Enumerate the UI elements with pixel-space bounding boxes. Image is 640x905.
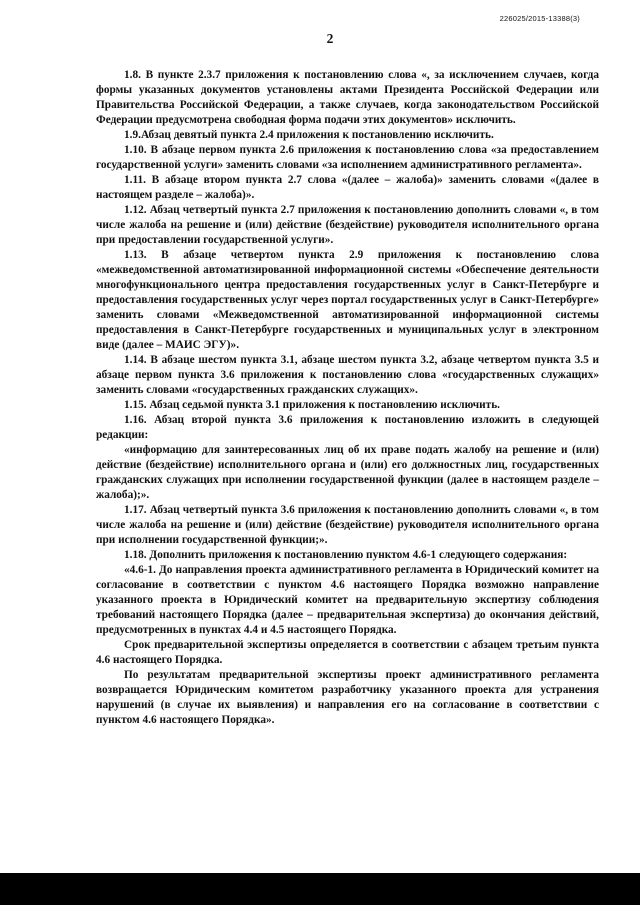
page-number: 2 xyxy=(326,31,334,46)
paragraph-1-18: 1.18. Дополнить приложения к постановлению пунктом 4.6-1 следующего содержания: xyxy=(124,549,568,561)
paragraph-1-11: 1.11. В абзаце втором пункта 2.7 слова «(далее – жалоба)» заменить словами «(далее в настоящем разделе – жалоба)». xyxy=(96,174,599,201)
paragraph-expertise-results: По результатам предварительной экспертизы проект административного регламента возвращается Юридическим комитетом разработчику указанного проекта для устранения нарушений (в случае их выявления) и направления его на согласование в соответствии с пунктом 4.6 настоящего Порядка». xyxy=(96,669,599,726)
scan-border-bar xyxy=(0,873,640,905)
paragraph-1-12: 1.12. Абзац четвертый пункта 2.7 приложения к постановлению дополнить словами «, в том числе жалоба на решение и (или) действие (бездействие) руководителя исполнительного органа при предоставлении государственной услуги». xyxy=(96,204,599,246)
paragraph-1-15: 1.15. Абзац седьмой пункта 3.1 приложения к постановлению исключить. xyxy=(124,399,500,411)
document-body xyxy=(96,68,599,728)
paragraph-expertise-term: Срок предварительной экспертизы определяется в соответствии с абзацем третьим пункта 4.6 настоящего Порядка. xyxy=(96,639,599,666)
paragraph-quote-information: «информацию для заинтересованных лиц об их праве подать жалобу на решение и (или) действие (бездействие) исполнительного органа и (или) его должностных лиц, государственных гражданских служащих при исполнении государственной функции (далее в настоящем разделе – жалоба);». xyxy=(96,444,599,501)
document-id: 226025/2015-13388(3) xyxy=(499,14,580,23)
paragraph-4-6-1: «4.6-1. До направления проекта административного регламента в Юридический комитет на согласование в соответствии с пунктом 4.6 настоящего Порядка возможно направление указанного проекта в Юридический комитет на предварительную экспертизу соблюдения требований настоящего Порядка (далее – предварительная экспертиза) до окончания действий, предусмотренных в пунктах 4.4 и 4.5 настоящего Порядка. xyxy=(96,564,599,636)
paragraph-1-17: 1.17. Абзац четвертый пункта 3.6 приложения к постановлению дополнить словами «, в том числе жалоба на решение и (или) действие (бездействие) руководителя исполнительного органа при исполнении государственной функции;». xyxy=(96,504,599,546)
paragraph-1-13: 1.13. В абзаце четвертом пункта 2.9 приложения к постановлению слова «межведомственной автоматизированной информационной системы «Обеспечение деятельности многофункционального центра предоставления государственных услуг в Санкт-Петербурге и предоставления государственных услуг через портал государственных услуг в Санкт-Петербурге» заменить словами «Межведомственной автоматизированной информационной системы предоставления в Санкт-Петербурге государственных и муниципальных услуг в электронном виде (далее – МАИС ЭГУ)». xyxy=(96,249,599,351)
paragraph-1-9: 1.9.Абзац девятый пункта 2.4 приложения к постановлению исключить. xyxy=(124,129,494,141)
paragraph-1-10: 1.10. В абзаце первом пункта 2.6 приложения к постановлению слова «за предоставлением государственной услуги» заменить словами «за исполнением административного регламента». xyxy=(96,144,599,171)
paragraph-1-14: 1.14. В абзаце шестом пункта 3.1, абзаце шестом пункта 3.2, абзаце четвертом пункта 3.5 и абзаце первом пункта 3.6 приложения к постановлению слова «государственных служащих» заменить словами «государственных гражданских служащих». xyxy=(96,354,599,396)
paragraph-1-8: 1.8. В пункте 2.3.7 приложения к постановлению слова «, за исключением случаев, когда формы указанных документов установлены актами Президента Российской Федерации или Правительства Российской Федерации, а также случаев, когда законодательством Российской Федерации предусмотрена свободная форма подачи этих документов» исключить. xyxy=(96,69,599,126)
paragraph-1-16: 1.16. Абзац второй пункта 3.6 приложения к постановлению изложить в следующей редакции: xyxy=(96,414,599,441)
